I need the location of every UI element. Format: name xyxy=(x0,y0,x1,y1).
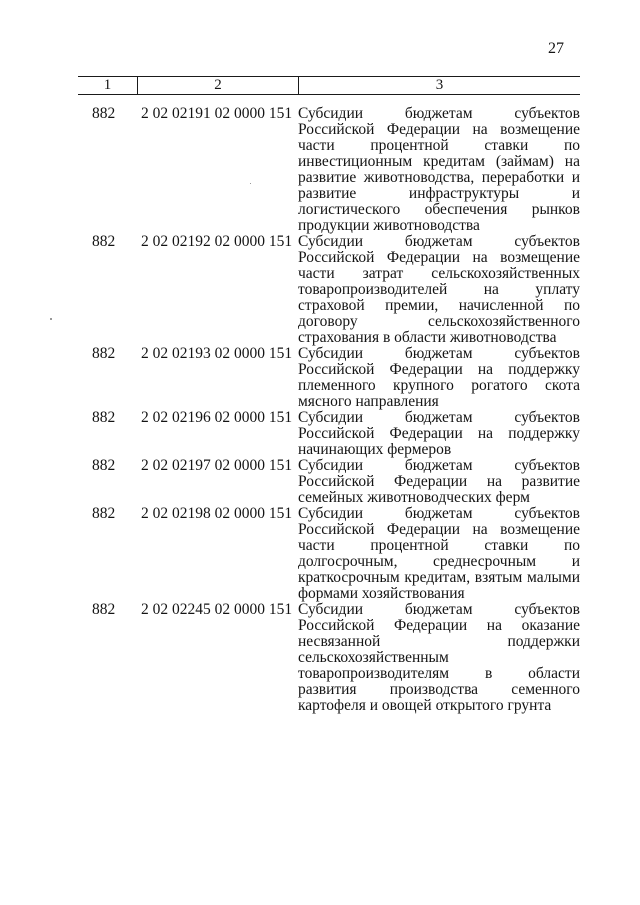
budget-classification-code: 2 02 02191 02 0000 151 xyxy=(141,105,293,122)
description-line: товаропроизводителям в области xyxy=(298,665,580,682)
budget-classification-code: 2 02 02198 02 0000 151 xyxy=(141,505,293,522)
table-row xyxy=(78,346,580,410)
table-row xyxy=(78,234,580,346)
description-line: части затрат сельскохозяйственных xyxy=(298,265,580,282)
description-line: формами хозяйствования xyxy=(298,585,465,602)
table-row xyxy=(78,458,580,506)
column-header-3: 3 xyxy=(435,77,444,93)
column-header-2: 2 xyxy=(138,77,299,94)
description-line: сельскохозяйственным xyxy=(298,649,449,666)
description-line: Российской Федерации на возмещение xyxy=(298,249,580,266)
revenue-description xyxy=(298,506,580,602)
table-row xyxy=(78,602,580,714)
description-line: Субсидии бюджетам субъектов xyxy=(298,457,580,474)
scan-speck xyxy=(250,183,251,184)
description-line: картофеля и овощей открытого грунта xyxy=(298,697,552,714)
table-header xyxy=(78,76,580,95)
description-line: страховой премии, начисленной по xyxy=(298,297,580,314)
description-line: развитие животноводства, переработки и xyxy=(298,169,580,186)
description-line: инвестиционным кредитам (займам) на xyxy=(298,153,580,170)
table-row xyxy=(78,410,580,458)
description-line: части процентной ставки по xyxy=(298,537,580,554)
budget-code-table xyxy=(78,76,580,714)
administrator-code: 882 xyxy=(92,105,116,122)
description-line: Российской Федерации на поддержку xyxy=(298,361,580,378)
description-line: страхования в области животноводства xyxy=(298,329,557,346)
description-line: Субсидии бюджетам субъектов xyxy=(298,105,580,122)
description-line: Российской Федерации на оказание xyxy=(298,617,580,634)
description-line: развития производства семенного xyxy=(298,681,580,698)
scan-speck xyxy=(50,318,52,320)
page-number: 27 xyxy=(548,40,564,57)
administrator-code: 882 xyxy=(92,601,116,618)
description-line: Российской Федерации на возмещение xyxy=(298,121,580,138)
budget-classification-code: 2 02 02245 02 0000 151 xyxy=(141,601,293,618)
description-line: Субсидии бюджетам субъектов xyxy=(298,505,580,522)
description-line: Субсидии бюджетам субъектов xyxy=(298,409,580,426)
budget-classification-code: 2 02 02193 02 0000 151 xyxy=(141,345,293,362)
description-line: Российской Федерации на возмещение xyxy=(298,521,580,538)
column-header-1: 1 xyxy=(78,77,138,94)
table-row xyxy=(78,106,580,234)
administrator-code: 882 xyxy=(92,457,116,474)
revenue-description xyxy=(298,234,580,346)
budget-classification-code: 2 02 02197 02 0000 151 xyxy=(141,457,293,474)
description-line: договору сельскохозяйственного xyxy=(298,313,580,330)
description-line: товаропроизводителей на уплату xyxy=(298,281,580,298)
budget-classification-code: 2 02 02192 02 0000 151 xyxy=(141,233,293,250)
description-line: краткосрочным кредитам, взятым малыми xyxy=(298,569,580,586)
description-line: развитие инфраструктуры и xyxy=(298,185,580,202)
description-line: долгосрочным, среднесрочным и xyxy=(298,553,580,570)
description-line: начинающих фермеров xyxy=(298,441,452,458)
description-line: несвязанной поддержки xyxy=(298,633,580,650)
description-line: Российской Федерации на поддержку xyxy=(298,425,580,442)
revenue-description xyxy=(298,602,580,714)
administrator-code: 882 xyxy=(92,233,116,250)
description-line: мясного направления xyxy=(298,393,439,410)
description-line: логистического обеспечения рынков xyxy=(298,201,580,218)
revenue-description xyxy=(298,458,580,506)
description-line: Российской Федерации на развитие xyxy=(298,473,580,490)
table-row xyxy=(78,506,580,602)
revenue-description xyxy=(298,410,580,458)
administrator-code: 882 xyxy=(92,505,116,522)
description-line: Субсидии бюджетам субъектов xyxy=(298,601,580,618)
description-line: племенного крупного рогатого скота xyxy=(298,377,580,394)
revenue-description xyxy=(298,106,580,234)
description-line: части процентной ставки по xyxy=(298,137,580,154)
table-body xyxy=(78,106,580,714)
description-line: продукции животноводства xyxy=(298,217,480,234)
description-line: Субсидии бюджетам субъектов xyxy=(298,345,580,362)
administrator-code: 882 xyxy=(92,409,116,426)
budget-classification-code: 2 02 02196 02 0000 151 xyxy=(141,409,293,426)
revenue-description xyxy=(298,346,580,410)
administrator-code: 882 xyxy=(92,345,116,362)
description-line: Субсидии бюджетам субъектов xyxy=(298,233,580,250)
description-line: семейных животноводческих ферм xyxy=(298,489,530,506)
